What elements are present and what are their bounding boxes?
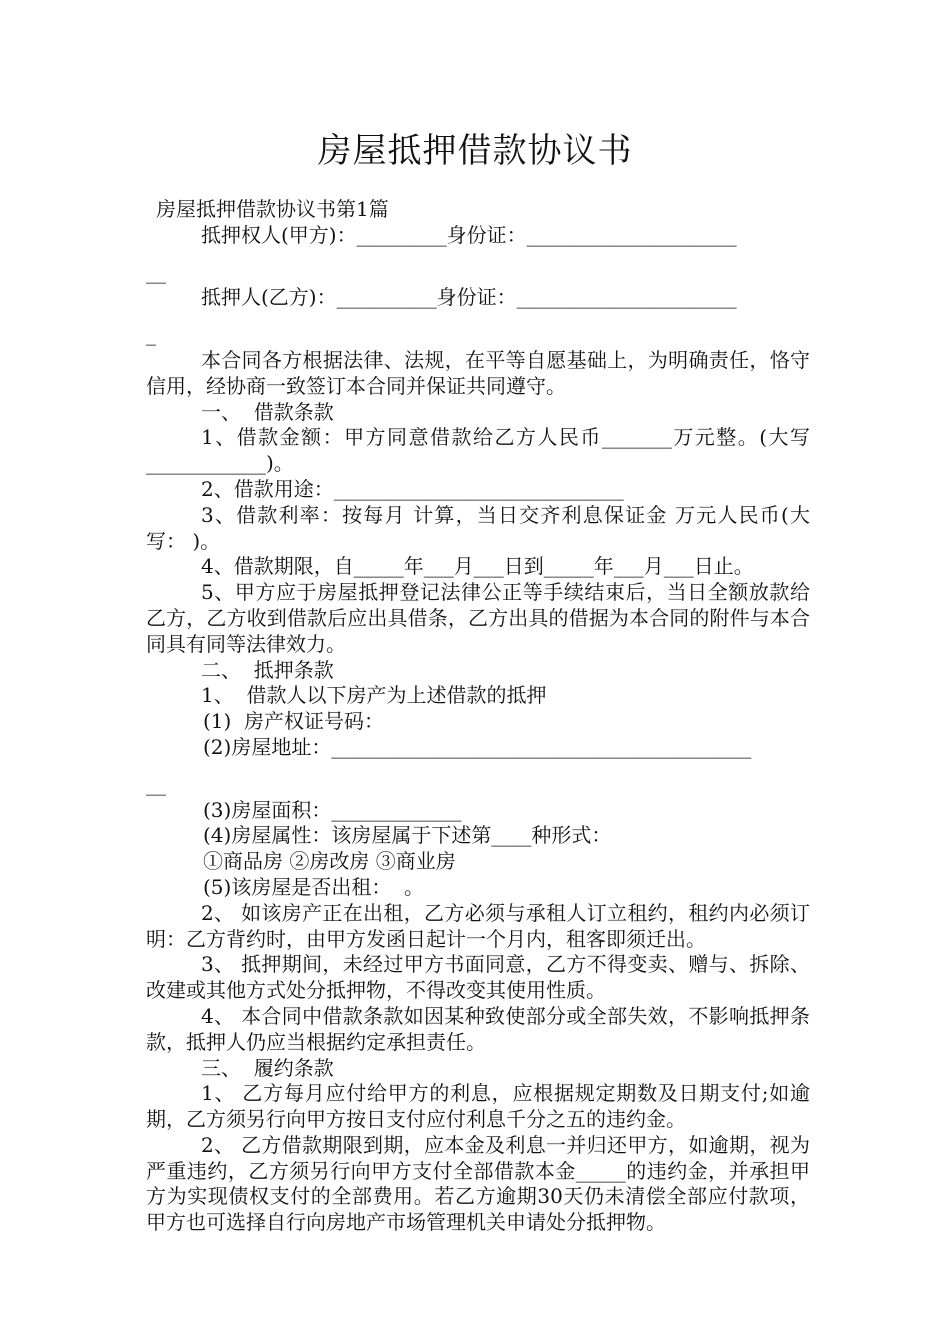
party-b-line: 抵押人(乙方)：__________身份证：______________________ — [201, 285, 737, 310]
clause-2-1-item-5: (5)该房屋是否出租： 。 — [203, 874, 425, 899]
clause-heading-2: 二、 抵押条款 — [201, 657, 334, 682]
party-b-line-cont: _ — [146, 322, 156, 347]
party-a-line: 抵押权人(甲方)：_________身份证：_____________________ — [201, 222, 737, 247]
section-heading: 房屋抵押借款协议书第1篇 — [156, 197, 389, 221]
clause-2-3: 3、 抵押期间，未经过甲方书面同意，乙方不得变卖、赠与、拆除、改建或其他方式处分抵押物，不得改变其使用性质。 — [146, 952, 810, 1003]
clause-2-1: 1、 借款人以下房产为上述借款的抵押 — [201, 683, 547, 708]
clause-1-5: 5、甲方应于房屋抵押登记法律公正等手续结束后，当日全额放款给乙方，乙方收到借款后应出具借条，乙方出具的借据为本合同的附件与本合同具有同等法律效力。 — [146, 580, 810, 656]
clause-2-1-item-3: (3)房屋面积：_____________ — [203, 797, 462, 822]
clause-2-1-item-2: (2)房屋地址：__________________________________________ — [203, 734, 752, 759]
document-title: 房屋抵押借款协议书 — [317, 131, 633, 171]
clause-heading-3: 三、 履约条款 — [201, 1055, 334, 1080]
clause-2-4: 4、 本合同中借款条款如因某种致使部分或全部失效，不影响抵押条款，抵押人仍应当根据约定承担责任。 — [146, 1003, 810, 1054]
clause-1-4: 4、借款期限，自_____年___月___日到_____年___月___日止。 — [201, 554, 754, 579]
clause-2-2: 2、 如该房产正在出租，乙方必须与承租人订立租约，租约内必须订明：乙方背约时，由甲方发函日起计一个月内，租客即须迁出。 — [146, 900, 810, 951]
preamble-paragraph: 本合同各方根据法律、法规，在平等自愿基础上，为明确责任，恪守信用，经协商一致签订本合同并保证共同遵守。 — [146, 347, 810, 398]
clause-1-2: 2、借款用途：_____________________________ — [201, 476, 624, 501]
clause-1-3: 3、借款利率：按每月 计算，当日交齐利息保证金 万元人民币(大写： )。 — [146, 502, 810, 553]
clause-heading-1: 一、 借款条款 — [201, 399, 334, 424]
clause-2-1-item-2-cont: __ — [146, 771, 166, 796]
party-a-line-cont: __ — [146, 259, 166, 284]
clause-1-1: 1、借款金额：甲方同意借款给乙方人民币_______万元整。(大写____________)。 — [146, 425, 810, 476]
document-body — [146, 197, 810, 1236]
clause-3-1: 1、 乙方每月应付给甲方的利息，应根据规定期数及日期支付;如逾期，乙方须另行向甲方按日支付应付利息千分之五的违约金。 — [146, 1081, 810, 1132]
clause-3-2: 2、 乙方借款期限到期，应本金及利息一并归还甲方，如逾期，视为严重违约，乙方须另行向甲方支付全部借款本金_____的违约金，并承担甲方为实现债权支付的全部费用。若乙方逾期30天仍未清偿全部应付款项，甲方也可选择自行向房地产市场管理机关申请处分抵押物。 — [146, 1132, 810, 1235]
clause-2-1-item-4: (4)房屋属性：该房屋属于下述第____种形式： — [203, 823, 612, 848]
clause-2-1-item-1: (1) 房产权证号码： — [203, 709, 385, 734]
property-type-options: ①商品房 ②房改房 ③商业房 — [203, 849, 456, 874]
